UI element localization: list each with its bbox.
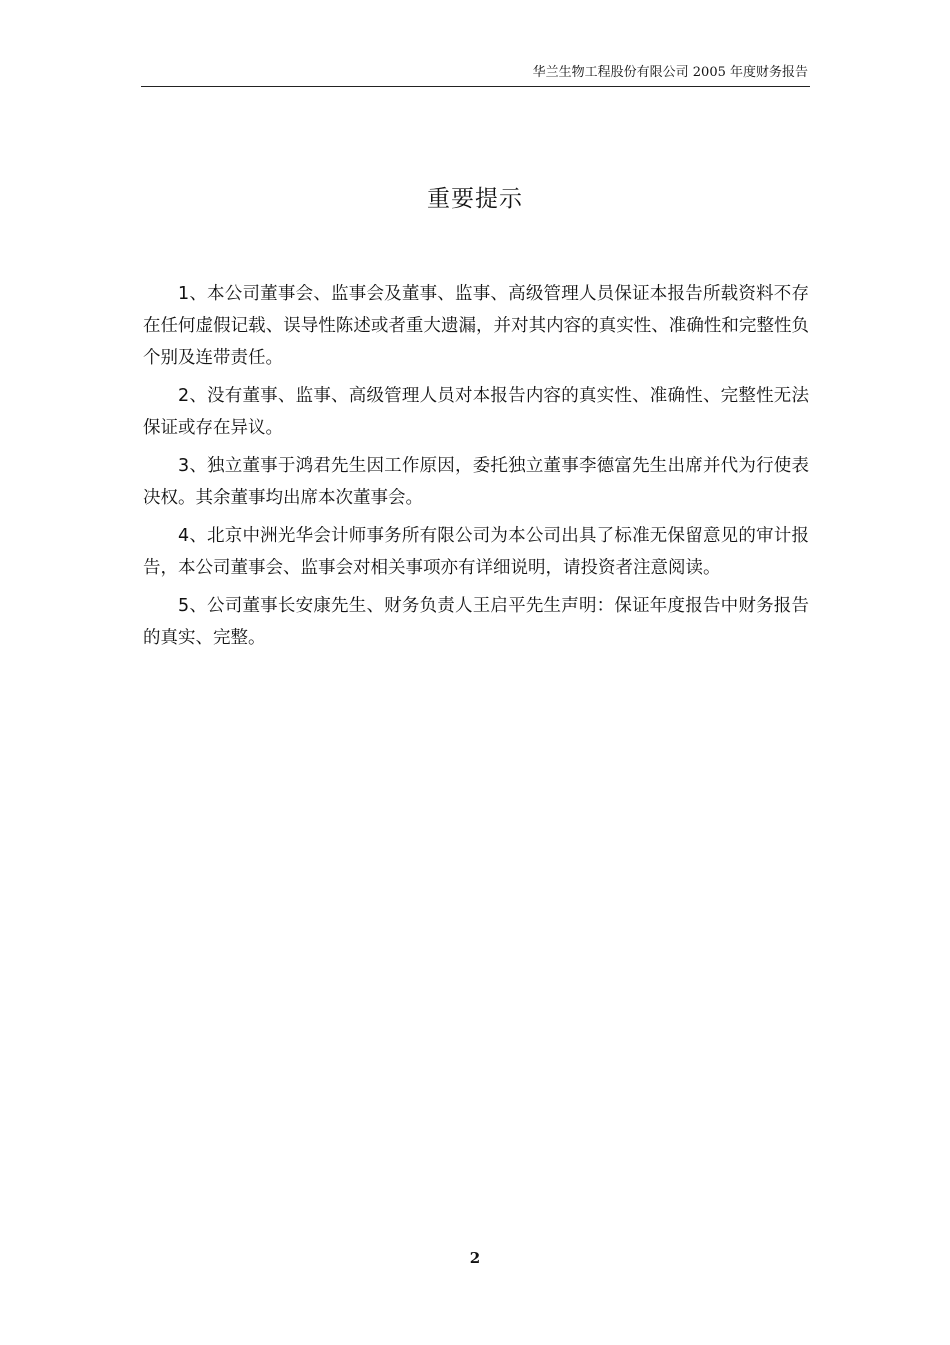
running-header (141, 64, 810, 87)
notice-item-2: 2、没有董事、监事、高级管理人员对本报告内容的真实性、准确性、完整性无法保证或存在异议。 (143, 386, 809, 438)
notice-item-4: 4、北京中洲光华会计师事务所有限公司为本公司出具了标准无保留意见的审计报告，本公司董事会、监事会对相关事项亦有详细说明，请投资者注意阅读。 (143, 526, 809, 578)
notice-item-3: 3、独立董事于鸿君先生因工作原因，委托独立董事李德富先生出席并代为行使表决权。其余董事均出席本次董事会。 (143, 456, 809, 508)
notice-list (143, 278, 809, 660)
page-number: 2 (469, 1249, 481, 1267)
notice-item-1: 1、本公司董事会、监事会及董事、监事、高级管理人员保证本报告所载资料不存在任何虚假记载、误导性陈述或者重大遗漏，并对其内容的真实性、准确性和完整性负个别及连带责任。 (143, 284, 809, 368)
page-title: 重要提示 (427, 186, 523, 212)
notice-item-5: 5、公司董事长安康先生、财务负责人王启平先生声明：保证年度报告中财务报告的真实、完整。 (143, 596, 809, 648)
running-header-title: 华兰生物工程股份有限公司 2005 年度财务报告 (532, 65, 808, 80)
